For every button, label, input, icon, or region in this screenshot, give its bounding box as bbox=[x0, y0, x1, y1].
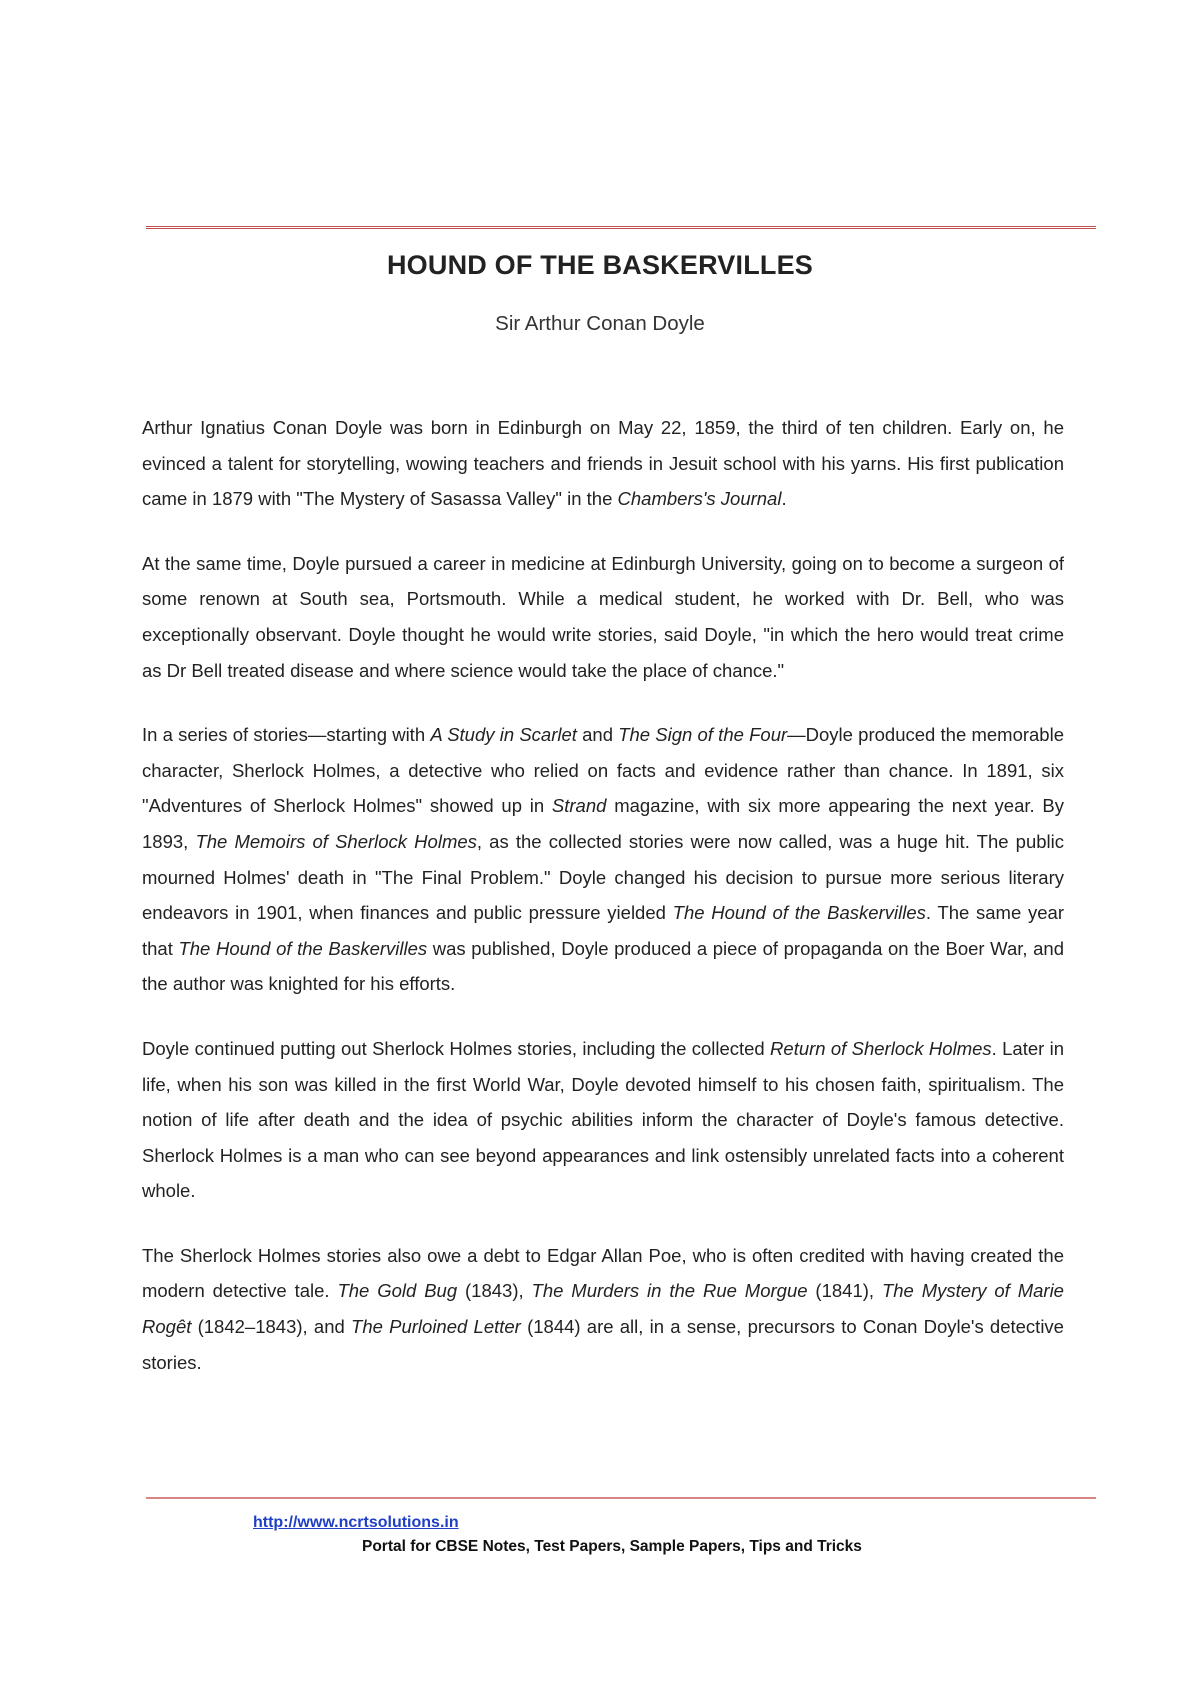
paragraph-2 bbox=[142, 546, 1064, 688]
book-title: The Sign of the Four bbox=[618, 724, 788, 746]
journal-title: Chambers's Journal bbox=[617, 488, 782, 510]
paragraph-4 bbox=[142, 1031, 1064, 1209]
story-title: The Mystery of Marie Rogêt bbox=[142, 1280, 1064, 1338]
book-title: Return of Sherlock Holmes bbox=[770, 1037, 992, 1059]
paragraph-1 bbox=[142, 410, 1064, 517]
paragraph-text: was published, Doyle produced a piece of propaganda on the Boer War, and the author was knighted for his efforts. bbox=[142, 937, 1065, 995]
document-author: Sir Arthur Conan Doyle bbox=[495, 312, 705, 335]
paragraph-3 bbox=[142, 717, 1064, 1002]
paragraph-text: The Sherlock Holmes stories also owe a debt to Edgar Allan Poe, who is often credited with having created the modern detective tale. bbox=[142, 1244, 1064, 1302]
paragraph-text: . Later in life, when his son was killed in the first World War, Doyle devoted himself to his chosen faith, spiritualism. The notion of life after death and the idea of psychic abilities inform the character of Doyle's famous detective. Sherlock Holmes is a man who can see beyond appearances and link ostensibly unrelated facts into a coherent whole. bbox=[142, 1037, 1064, 1202]
paragraph-text: (1843), bbox=[457, 1280, 532, 1302]
paragraph-text: In a series of stories—starting with bbox=[142, 724, 431, 746]
story-title: The Purloined Letter bbox=[351, 1316, 521, 1338]
paragraph-text: and bbox=[576, 724, 619, 746]
paragraph-text: . bbox=[781, 488, 787, 510]
paragraph-text: —Doyle produced the memorable character, Sherlock Holmes, a detective who relied on facts and evidence rather than chance. In 1891, six "Adventures of Sherlock Holmes" showed up in bbox=[142, 724, 1064, 817]
footer-rule bbox=[146, 1497, 1096, 1499]
paragraph-text: , as the collected stories were now called, was a huge hit. The public mourned Holmes' death in "The Final Problem." Doyle changed his decision to pursue more serious literary endeavors in 1901, when finances and public pressure yielded bbox=[142, 830, 1064, 924]
paragraph-text: (1841), bbox=[807, 1280, 882, 1302]
document-title: HOUND OF THE BASKERVILLES bbox=[386, 250, 814, 280]
story-title: The Gold Bug bbox=[337, 1280, 458, 1302]
paragraph-text: magazine, with six more appearing the next year. By 1893, bbox=[142, 795, 1064, 852]
book-title: The Hound of the Baskervilles bbox=[178, 937, 428, 959]
paragraph-text: At the same time, Doyle pursued a career in medicine at Edinburgh University, going on to become a surgeon of some renown at South sea, Portsmouth. While a medical student, he worked with Dr. Bell, who was exceptionally observant. Doyle thought he would write stories, said Doyle, "in which the hero would treat crime as Dr Bell treated disease and where science would take the place of chance." bbox=[142, 552, 1064, 681]
footer-tagline: Portal for CBSE Notes, Test Papers, Sample Papers, Tips and Tricks bbox=[362, 1538, 862, 1555]
header-rule bbox=[146, 226, 1096, 229]
paragraph-text: (1844) are all, in a sense, precursors to Conan Doyle's detective stories. bbox=[142, 1316, 1064, 1373]
paragraph-text: Doyle continued putting out Sherlock Holmes stories, including the collected bbox=[142, 1037, 771, 1059]
story-title: The Murders in the Rue Morgue bbox=[531, 1280, 808, 1302]
paragraph-5 bbox=[142, 1238, 1064, 1380]
book-title: The Memoirs of Sherlock Holmes bbox=[195, 830, 477, 852]
paragraph-text: Arthur Ignatius Conan Doyle was born in Edinburgh on May 22, 1859, the third of ten children. Early on, he evinced a talent for storytelling, wowing teachers and friends in Jesuit school with his yarns. His first publication came in 1879 with "The Mystery of Sasassa Valley" in the bbox=[142, 417, 1064, 510]
magazine-title: Strand bbox=[551, 795, 607, 817]
paragraph-text: (1842–1843), and bbox=[191, 1316, 352, 1338]
paragraph-text: . The same year that bbox=[142, 902, 1064, 959]
footer-website-link[interactable]: http://www.ncrtsolutions.in bbox=[253, 1514, 459, 1531]
book-title: A Study in Scarlet bbox=[430, 724, 577, 746]
book-title: The Hound of the Baskervilles bbox=[672, 902, 926, 924]
document-body bbox=[142, 410, 1064, 1409]
